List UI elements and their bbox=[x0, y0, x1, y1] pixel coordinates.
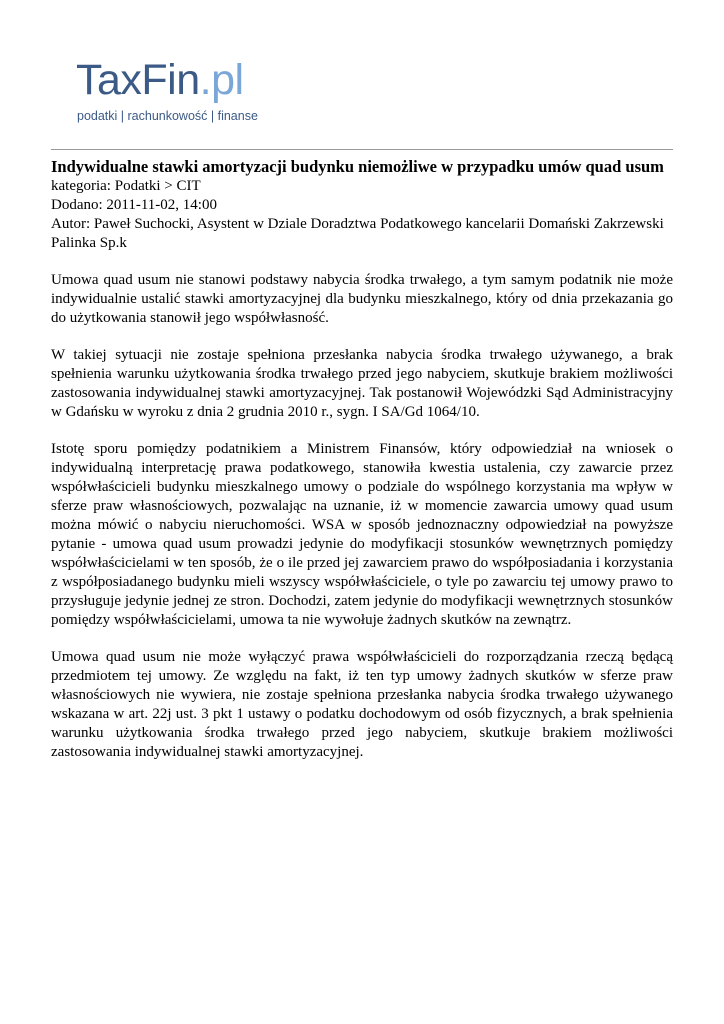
article bbox=[51, 157, 673, 780]
taxfin-logo bbox=[76, 56, 276, 136]
article-category: kategoria: Podatki > CIT bbox=[51, 178, 201, 194]
article-author: Autor: Paweł Suchocki, Asystent w Dziale Doradztwa Podatkowego kancelarii Domański Zakrzewski Palinka Sp.k bbox=[51, 216, 664, 251]
article-title: Indywidualne stawki amortyzacji budynku niemożliwe w przypadku umów quad usum bbox=[51, 157, 664, 176]
article-paragraph-2: W takiej sytuacji nie zostaje spełniona przesłanka nabycia środka trwałego używanego, a brak spełnienia warunku użytkowania środka trwałego przed jego nabyciem, skutkuje brakiem możliwości zastosowania indywidualnej stawki amortyzacyjnej. Tak postanowił Wojewódzki Sąd Administracyjny w Gdańsku w wyroku z dnia 2 grudnia 2010 r., sygn. I SA/Gd 1064/10. bbox=[51, 347, 673, 420]
header-divider bbox=[51, 149, 673, 150]
logo-tld: .pl bbox=[199, 56, 244, 104]
logo-brand: TaxFin bbox=[76, 56, 200, 104]
article-paragraph-1: Umowa quad usum nie stanowi podstawy nabycia środka trwałego, a tym samym podatnik nie może indywidualnie ustalić stawki amortyzacyjnej dla budynku mieszkalnego, który od dnia przekazania go do użytkowania stanowił jego współwłasność. bbox=[51, 272, 673, 326]
logo-wordmark bbox=[76, 56, 244, 104]
logo-tagline: podatki | rachunkowość | finanse bbox=[77, 109, 258, 123]
article-paragraph-4: Umowa quad usum nie może wyłączyć prawa współwłaścicieli do rozporządzania rzeczą będącą przedmiotem tej umowy. Ze względu na fakt, iż ten typ umowy żadnych skutków w sferze praw własnościowych nie wywiera, nie zostaje spełniona przesłanka nabycia środka trwałego używanego wskazana w art. 22j ust. 3 pkt 1 ustawy o podatku dochodowym od osób fizycznych, a brak spełnienia warunku użytkowania środka trwałego przed jego nabyciem, skutkuje brakiem możliwości zastosowania indywidualnej stawki amortyzacyjnej. bbox=[51, 649, 673, 760]
article-paragraph-3: Istotę sporu pomiędzy podatnikiem a Ministrem Finansów, który odpowiedział na wniosek o indywidualną interpretację prawa podatkowego, stanowiła kwestia ustalenia, czy zawarcie przez współwłaścicieli budynku mieszkalnego umowy o podziale do wspólnego korzystania ma wpływ w sferze praw własnościowych, pozwalając na uznanie, iż w momencie zawarcia umowy quad usum można mówić o nabyciu nieruchomości. WSA w sposób jednoznaczny odpowiedział na powyższe pytanie - umowa quad usum prowadzi jedynie do modyfikacji stosunków wewnętrznych pomiędzy współwłaścicielami w ten sposób, że o ile przed jej zawarciem prawo do współposiadania i korzystania z współposiadanego budynku mieli wszyscy współwłaściciele, o tyle po zawarciu tej umowy prawo to przysługuje jedynie jednej ze stron. Dochodzi, zatem jedynie do modyfikacji wewnętrznych stosunków pomiędzy współwłaścicielami, umowa ta nie wywołuje żadnych skutków na zewnątrz. bbox=[51, 441, 673, 628]
article-date: Dodano: 2011-11-02, 14:00 bbox=[51, 197, 217, 213]
article-meta bbox=[51, 177, 673, 253]
